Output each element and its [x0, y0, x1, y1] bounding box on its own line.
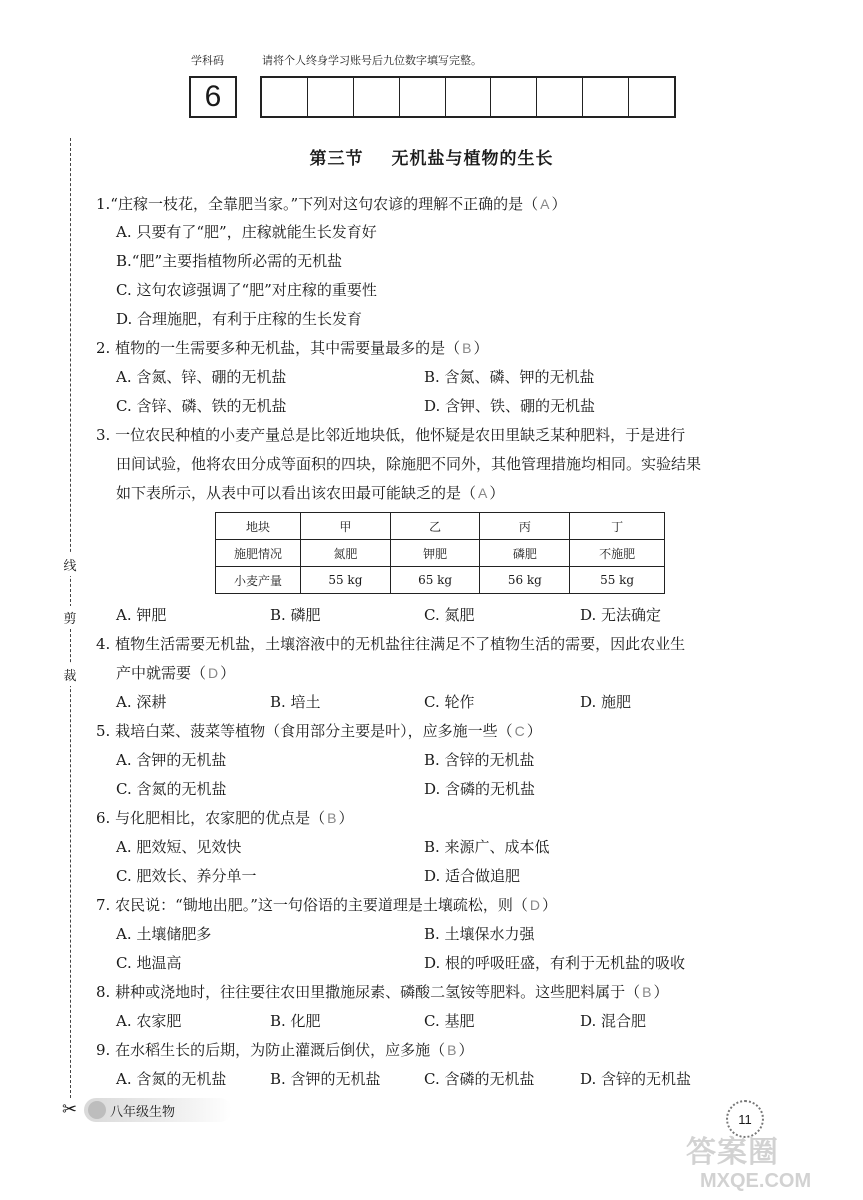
option: C. 含氮的无机盐: [116, 780, 227, 798]
option: D. 混合肥: [580, 1012, 647, 1030]
table-cell: 55 kg: [301, 567, 391, 594]
table-cell: 甲: [301, 513, 391, 540]
option: A. 含钾的无机盐: [116, 751, 227, 769]
table-row: [216, 513, 665, 540]
option: B. 含氮、磷、钾的无机盐: [424, 368, 595, 386]
question-stem: 8. 耕种或浇地时，往往要往农田里撒施尿素、磷酸二氢铵等肥料。这些肥料属于（ B ）: [96, 983, 669, 1001]
id-digit-cell[interactable]: [446, 78, 492, 116]
option: C. 地温高: [116, 954, 182, 972]
fertilizer-table: [215, 512, 665, 594]
id-digit-cell[interactable]: [629, 78, 674, 116]
cut-line-label: 线: [62, 553, 78, 576]
answer-mark: A: [478, 485, 488, 501]
section-topic: 无机盐与植物的生长: [391, 149, 554, 169]
table-cell: 钾肥: [390, 540, 480, 567]
question-stem: 6. 与化肥相比，农家肥的优点是（ B ）: [96, 809, 354, 827]
answer-mark: A: [540, 196, 550, 212]
answer-mark: D: [208, 665, 219, 681]
table-cell: 氮肥: [301, 540, 391, 567]
option: A. 含氮、锌、硼的无机盐: [116, 368, 287, 386]
answer-mark: B: [642, 984, 652, 1000]
table-cell: 丁: [570, 513, 665, 540]
table-cell: 55 kg: [570, 567, 665, 594]
option: D. 无法确定: [580, 606, 662, 624]
option: C. 氮肥: [424, 606, 475, 624]
option: C. 轮作: [424, 693, 475, 711]
option: D. 施肥: [580, 693, 632, 711]
option: B. 来源广、成本低: [424, 838, 550, 856]
option: B. 培土: [270, 693, 321, 711]
option: D. 含锌的无机盐: [580, 1070, 692, 1088]
page-number: 11: [726, 1100, 764, 1138]
id-digit-cell[interactable]: [354, 78, 400, 116]
subject-code-box: 6: [189, 76, 237, 118]
option: A. 钾肥: [116, 606, 167, 624]
answer-mark: B: [327, 810, 337, 826]
option: D. 合理施肥，有利于庄稼的生长发育: [116, 310, 363, 328]
id-instruction: 请将个人终身学习账号后九位数字填写完整。: [262, 54, 482, 67]
option: A. 农家肥: [116, 1012, 182, 1030]
table-cell: 地块: [216, 513, 301, 540]
answer-mark: B: [447, 1042, 457, 1058]
option: A. 只要有了“肥”，庄稼就能生长发育好: [116, 223, 377, 241]
option: D. 适合做追肥: [424, 867, 521, 885]
option: B. 含锌的无机盐: [424, 751, 535, 769]
table-cell: 乙: [390, 513, 480, 540]
id-digit-cell[interactable]: [537, 78, 583, 116]
table-row: [216, 567, 665, 594]
cut-line-label: 剪: [62, 606, 78, 629]
table-cell: 56 kg: [480, 567, 570, 594]
question-stem: 4. 植物生活需要无机盐，土壤溶液中的无机盐往往满足不了植物生活的需要，因此农业生: [96, 635, 686, 653]
option: A. 深耕: [116, 693, 167, 711]
option: C. 基肥: [424, 1012, 475, 1030]
subject-code-label: 学科码: [191, 54, 224, 67]
option: C. 这句农谚强调了“肥”对庄稼的重要性: [116, 281, 377, 299]
watermark: 答案圈: [686, 1136, 779, 1169]
table-row: [216, 540, 665, 567]
question-stem: 2. 植物的一生需要多种无机盐，其中需要量最多的是（ B ）: [96, 339, 489, 357]
question-stem: 1.“庄稼一枝花，全靠肥当家。”下列对这句农谚的理解不正确的是（ A ）: [96, 195, 567, 213]
book-title: 八年级生物: [110, 1105, 176, 1120]
option: B. 磷肥: [270, 606, 321, 624]
watermark-url: MXQE.COM: [700, 1170, 812, 1192]
answer-mark: C: [514, 723, 525, 739]
option: C. 含磷的无机盐: [424, 1070, 535, 1088]
option: A. 肥效短、见效快: [116, 838, 242, 856]
cut-line-label: 裁: [62, 663, 78, 686]
book-icon: [88, 1101, 106, 1119]
question-stem: 3. 一位农民种植的小麦产量总是比邻近地块低，他怀疑是农田里缺乏某种肥料，于是进行: [96, 426, 686, 444]
option: C. 肥效长、养分单一: [116, 867, 257, 885]
id-digit-cell[interactable]: [400, 78, 446, 116]
option: B. 化肥: [270, 1012, 321, 1030]
option: A. 含氮的无机盐: [116, 1070, 227, 1088]
question-stem: 9. 在水稻生长的后期，为防止灌溉后倒伏，应多施（ B ）: [96, 1041, 474, 1059]
answer-mark: B: [462, 340, 472, 356]
table-cell: 施肥情况: [216, 540, 301, 567]
option: D. 含钾、铁、硼的无机盐: [424, 397, 596, 415]
scissors-icon: ✂: [62, 1099, 78, 1120]
table-cell: 小麦产量: [216, 567, 301, 594]
id-number-boxes[interactable]: [260, 76, 676, 118]
question-stem: 产中就需要（ D ）: [116, 664, 236, 682]
option: D. 含磷的无机盐: [424, 780, 536, 798]
table-cell: 磷肥: [480, 540, 570, 567]
question-stem: 5. 栽培白菜、菠菜等植物（食用部分主要是叶），应多施一些（ C ）: [96, 722, 542, 740]
option: C. 含锌、磷、铁的无机盐: [116, 397, 287, 415]
option: D. 根的呼吸旺盛，有利于无机盐的吸收: [424, 954, 686, 972]
section-number: 第三节: [309, 149, 364, 169]
option: A. 土壤储肥多: [116, 925, 212, 943]
answer-mark: D: [529, 897, 541, 913]
question-stem: 如下表所示，从表中可以看出该农田最可能缺乏的是（ A ）: [116, 484, 505, 502]
id-digit-cell[interactable]: [308, 78, 354, 116]
question-stem: 7. 农民说：“锄地出肥。”这一句俗语的主要道理是土壤疏松，则（ D ）: [96, 896, 558, 914]
id-digit-cell[interactable]: [583, 78, 629, 116]
question-stem: 田间试验，他将农田分成等面积的四块，除施肥不同外，其他管理措施均相同。实验结果: [116, 455, 702, 473]
table-cell: 丙: [480, 513, 570, 540]
option: B.“肥”主要指植物所必需的无机盐: [116, 252, 343, 270]
table-cell: 65 kg: [390, 567, 480, 594]
table-cell: 不施肥: [570, 540, 665, 567]
id-digit-cell[interactable]: [491, 78, 537, 116]
id-digit-cell[interactable]: [262, 78, 308, 116]
option: B. 含钾的无机盐: [270, 1070, 381, 1088]
option: B. 土壤保水力强: [424, 925, 535, 943]
page-title: [0, 144, 863, 169]
